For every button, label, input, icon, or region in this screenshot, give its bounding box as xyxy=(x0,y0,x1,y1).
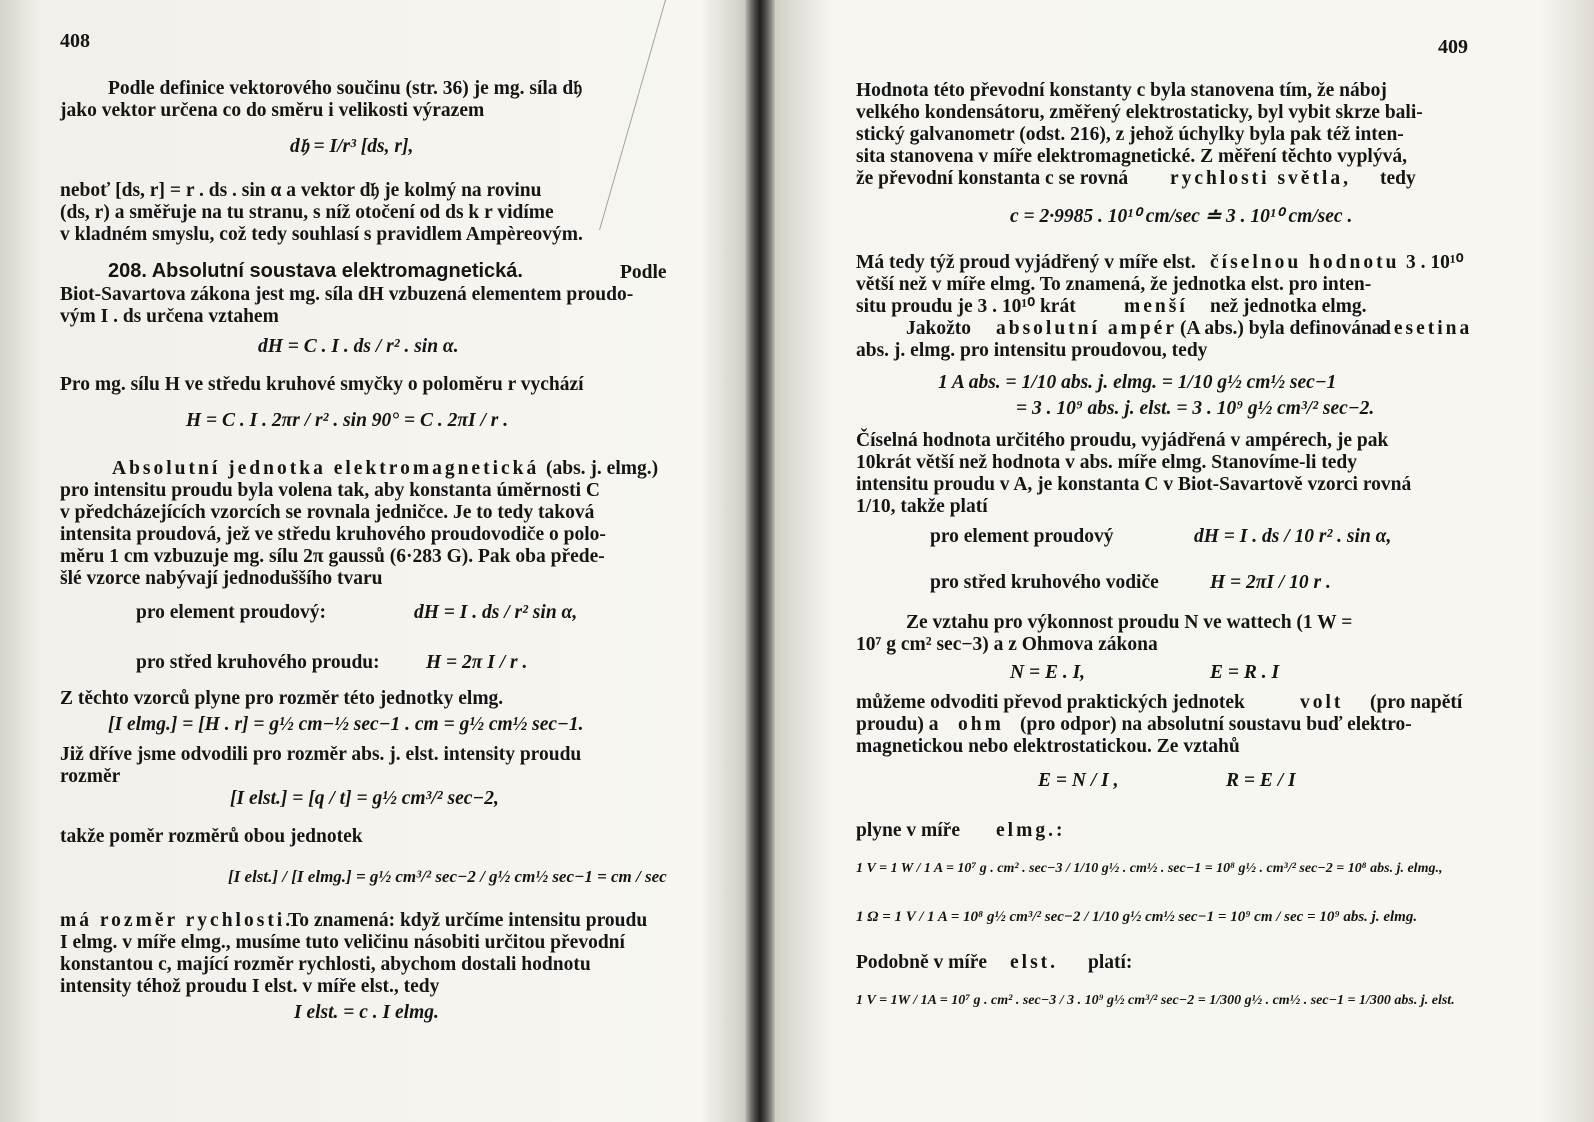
text-line: (pro napětí xyxy=(1370,692,1463,713)
spaced-term: elmg.: xyxy=(996,820,1066,841)
text-line: 1/10, takže platí xyxy=(856,496,988,517)
text-line: Podobně v míře xyxy=(856,952,988,973)
spaced-term: volt xyxy=(1300,692,1344,713)
text-line: rozměr xyxy=(60,766,121,787)
text-line: pro element proudový xyxy=(930,526,1114,547)
text-line: To znamená: když určíme intensitu proudu xyxy=(288,910,648,931)
page-number-left: 408 xyxy=(60,30,90,52)
text-line: pro střed kruhového proudu: xyxy=(136,652,380,673)
formula: d𝔥 = I/r³ [ds, r], xyxy=(290,136,414,157)
text-line: pro střed kruhového vodiče xyxy=(930,572,1159,593)
formula: R = E / I xyxy=(1226,770,1296,791)
text-line: Podle xyxy=(620,262,667,283)
text-line: 10krát větší než hodnota v abs. míře elmg. Stanovíme-li tedy xyxy=(856,452,1358,473)
formula: H = 2πI / 10 r . xyxy=(1210,572,1331,593)
text-line: Jakožto xyxy=(906,318,971,339)
text-line: platí: xyxy=(1088,952,1133,973)
text-line: měru 1 cm vzbuzuje mg. sílu 2π gaussů (6·283 G). Pak oba přede- xyxy=(60,546,605,567)
spaced-term: desetina xyxy=(1380,318,1473,339)
formula: 1 A abs. = 1/10 abs. j. elmg. = 1/10 g½ cm½ sec−1 xyxy=(938,372,1337,393)
text-line: konstantou c, mající rozměr rychlosti, abychom dostali hodnotu xyxy=(60,954,591,975)
text-line: intensita proudová, jež ve středu kruhového proudovodiče o polo- xyxy=(60,524,606,545)
text-line: (A abs.) byla definována xyxy=(1180,318,1382,339)
text-line: Z těchto vzorců plyne pro rozměr této jednotky elmg. xyxy=(60,688,504,709)
text-line: můžeme odvoditi převod praktických jednotek xyxy=(856,692,1245,713)
text-line: šlé vzorce nabývají jednoduššího tvaru xyxy=(60,568,383,589)
formula: dH = I . ds / r² sin α, xyxy=(414,602,578,623)
text-line: magnetickou nebo elektrostatickou. Ze vztahů xyxy=(856,736,1240,757)
text-line: 3 . 10¹⁰ xyxy=(1406,252,1464,273)
spaced-term: elst. xyxy=(1010,952,1059,973)
text-line: intensity téhož proudu I elst. v míře elst., tedy xyxy=(60,976,440,997)
formula: [I elst.] = [q / t] = g½ cm³/² sec−2, xyxy=(230,788,499,809)
page-number-right: 409 xyxy=(1438,36,1468,58)
formula: N = E . I, xyxy=(1010,662,1086,683)
spaced-term: absolutní ampér xyxy=(996,318,1177,339)
spaced-term: ohm xyxy=(958,714,1004,735)
text-line: Má tedy týž proud vyjádřený v míře elst. xyxy=(856,252,1196,273)
formula: = 3 . 10⁹ abs. j. elst. = 3 . 10⁹ g½ cm³/² sec−2. xyxy=(1016,398,1375,419)
spaced-term: Absolutní jednotka elektromagnetická xyxy=(112,458,540,479)
text-line: Hodnota této převodní konstanty c byla stanovena tím, že náboj xyxy=(856,80,1387,101)
text-line: pro element proudový: xyxy=(136,602,326,623)
text-line: jako vektor určena co do směru i velikosti výrazem xyxy=(60,100,485,121)
text-line: abs. j. elmg. pro intensitu proudovou, tedy xyxy=(856,340,1208,361)
text-line: velkého kondensátoru, změřený elektrostaticky, byl vybit skrze bali- xyxy=(856,102,1423,123)
text-line: intensitu proudu v A, je konstanta C v Biot-Savartově vzorci rovná xyxy=(856,474,1412,495)
formula: 1 V = 1W / 1A = 10⁷ g . cm² . sec−3 / 3 . 10⁹ g½ cm³/² sec−2 = 1/300 g½ . cm½ . sec−1 = 1/300 abs. j. elst. xyxy=(856,993,1455,1008)
formula: [I elmg.] = [H . r] = g½ cm−½ sec−1 . cm = g½ cm½ sec−1. xyxy=(108,714,584,735)
spaced-term: menší xyxy=(1124,296,1188,317)
text-line: tedy xyxy=(1380,168,1416,189)
spaced-term: rychlosti světla, xyxy=(1170,168,1351,189)
formula: E = N / I , xyxy=(1038,770,1119,791)
spaced-term: číselnou hodnotu xyxy=(1210,252,1400,273)
formula: H = C . I . 2πr / r² . sin 90° = C . 2πI / r . xyxy=(186,410,509,431)
text-line: (ds, r) a směřuje na tu stranu, s níž otočení od ds k r vidíme xyxy=(60,202,554,223)
text-line: vým I . ds určena vztahem xyxy=(60,306,279,327)
text-line: má rozměr rychlosti. xyxy=(60,910,294,931)
formula: E = R . I xyxy=(1210,662,1280,683)
text-line: situ proudu je 3 . 10¹⁰ krát xyxy=(856,296,1076,317)
text-line: v kladném smyslu, což tedy souhlasí s pravidlem Ampèreovým. xyxy=(60,224,583,245)
text-line: Číselná hodnota určitého proudu, vyjádřená v ampérech, je pak xyxy=(856,430,1389,451)
text-line: takže poměr rozměrů obou jednotek xyxy=(60,826,363,847)
text-line: (abs. j. elmg.) xyxy=(546,458,659,479)
text-line: (pro odpor) na absolutní soustavu buď elektro- xyxy=(1020,714,1412,735)
formula: H = 2π I / r . xyxy=(426,652,528,673)
text-line: pro intensitu proudu byla volena tak, aby konstanta úměrnosti C xyxy=(60,480,600,501)
text-line: I elmg. v míře elmg., musíme tuto veličinu násobiti určitou převodní xyxy=(60,932,625,953)
text-line: proudu) a xyxy=(856,714,939,735)
text-line: stický galvanometr (odst. 216), z jehož úchylky byla pak též inten- xyxy=(856,124,1404,145)
text-line: Pro mg. sílu H ve středu kruhové smyčky o poloměru r vychází xyxy=(60,374,584,395)
left-page xyxy=(0,0,760,1122)
text-line: Podle definice vektorového součinu (str. 36) je mg. síla d𝔥 xyxy=(108,78,583,99)
text-line: v předcházejících vzorcích se rovnala jedničce. Je to tedy taková xyxy=(60,502,595,523)
formula: I elst. = c . I elmg. xyxy=(294,1002,439,1023)
text-line: než jednotka elmg. xyxy=(1210,296,1367,317)
text-line: neboť [ds, r] = r . ds . sin α a vektor d𝔥 je kolmý na rovinu xyxy=(60,180,542,201)
text-line: Ze vztahu pro výkonnost proudu N ve wattech (1 W = xyxy=(906,612,1353,633)
text-line: větší než v míře elmg. To znamená, že jednotka elst. pro inten- xyxy=(856,274,1372,295)
formula: dH = I . ds / 10 r² . sin α, xyxy=(1194,526,1392,547)
text-line: 10⁷ g cm² sec−3) a z Ohmova zákona xyxy=(856,634,1158,655)
right-page xyxy=(770,0,1594,1122)
formula: c = 2·9985 . 10¹⁰ cm/sec ≐ 3 . 10¹⁰ cm/sec . xyxy=(1010,206,1353,227)
text-line: sita stanovena v míře elektromagnetické. Z měření těchto vyplývá, xyxy=(856,146,1407,167)
formula: 1 Ω = 1 V / 1 A = 10⁸ g½ cm³/² sec−2 / 1/10 g½ cm½ sec−1 = 10⁹ cm / sec = 10⁹ abs. j. elmg. xyxy=(856,909,1418,925)
formula: dH = C . I . ds / r² . sin α. xyxy=(258,336,459,357)
text-line: že převodní konstanta c se rovná xyxy=(856,168,1129,189)
text-line: Biot-Savartova zákona jest mg. síla dH vzbuzená elementem proudo- xyxy=(60,284,634,305)
text-line: Již dříve jsme odvodili pro rozměr abs. j. elst. intensity proudu xyxy=(60,744,582,765)
text-line: plyne v míře xyxy=(856,820,960,841)
formula: 1 V = 1 W / 1 A = 10⁷ g . cm² . sec−3 / 1/10 g½ . cm½ . sec−1 = 10⁸ g½ . cm³/² sec−2 = 10⁸ abs. j. elmg., xyxy=(856,861,1443,876)
section-heading: 208. Absolutní soustava elektromagnetická. xyxy=(108,260,523,282)
formula: [I elst.] / [I elmg.] = g½ cm³/² sec−2 / g½ cm½ sec−1 = cm / sec xyxy=(228,867,667,886)
